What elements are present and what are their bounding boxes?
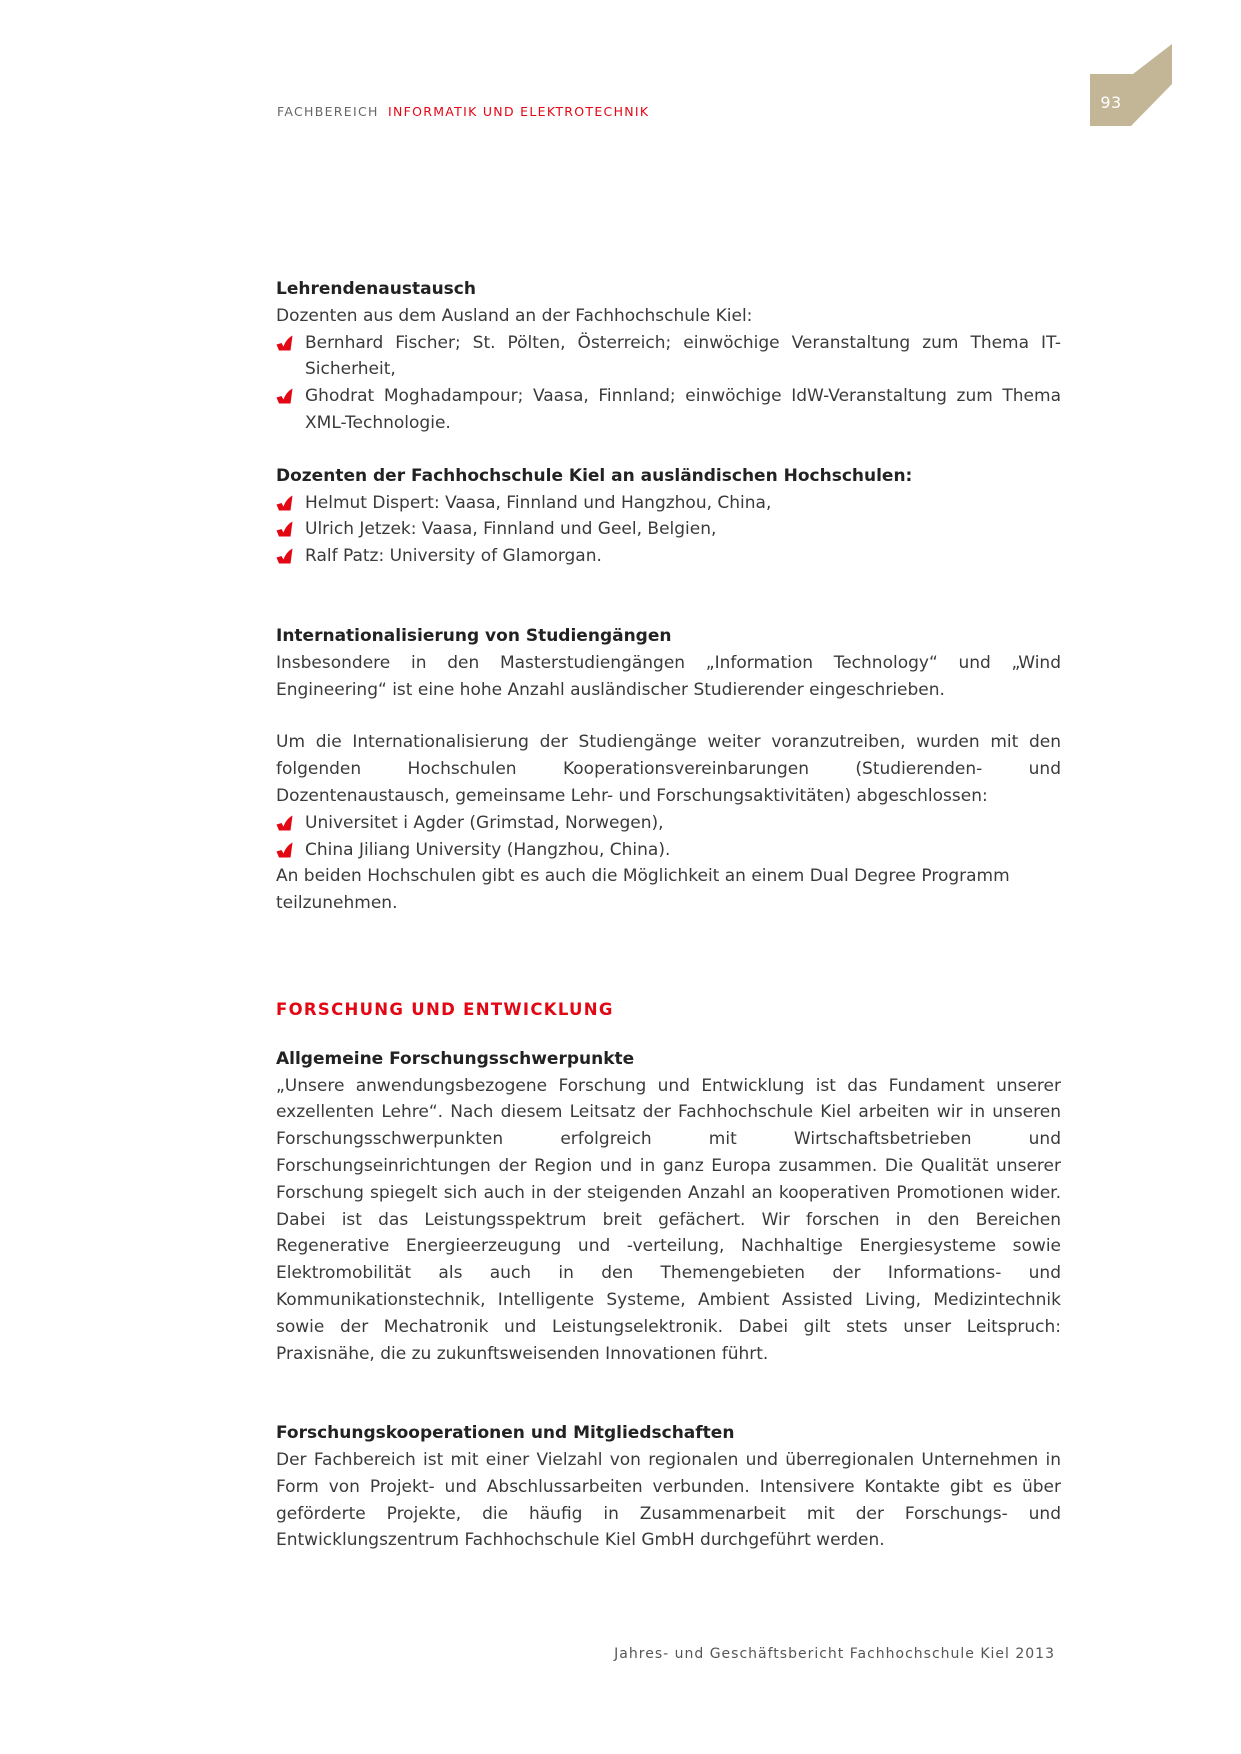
heading-forschungskooperationen: Forschungskooperationen und Mitgliedschaften (276, 1423, 735, 1444)
list-item-text: Ralf Patz: University of Glamorgan. (305, 546, 602, 567)
red-check-icon (276, 548, 293, 564)
red-check-icon (276, 521, 293, 537)
heading-forschungsschwerpunkte: Allgemeine Forschungsschwerpunkte (276, 1048, 635, 1069)
list-item (276, 543, 1061, 570)
list-item (276, 516, 1061, 543)
list-item (276, 383, 1061, 437)
list-item-text: Ulrich Jetzek: Vaasa, Finnland und Geel, Belgien, (305, 519, 717, 540)
heading-dozenten-ausland: Dozenten der Fachhochschule Kiel an ausländischen Hochschulen: (276, 465, 913, 486)
red-check-icon (276, 388, 293, 404)
red-check-icon (276, 495, 293, 511)
forschungsschwerpunkte-text: „Unsere anwendungsbezogene Forschung und Entwicklung ist das Fundament unserer exzellenten Lehre“. Nach diesem Leitsatz der Fachhochschule Kiel arbeiten wir in unseren Forschungsschwerpunkten erfolgreich mit Wirtschaftsbetrieben und Forschungseinrichtungen der Region und in ganz Europa zusammen. Die Qualität unserer Forschung spiegelt sich auch in der steigenden Anzahl an kooperativen Promotionen wider. Dabei ist das Leistungsspektrum breit gefächert. Wir forschen in den Bereichen Regenerative Energieerzeugung und -verteilung, Nachhaltige Energiesysteme sowie Elektromobilität als auch in den Themengebieten der Informations- und Kommunikationstechnik, Intelligente Systeme, Ambient Assisted Living, Medizintechnik sowie der Mechatronik und Leistungselektronik. Dabei gilt stets unser Leitspruch: Praxisnähe, die zu zukunftsweisenden Innovationen führt. (276, 1075, 1061, 1364)
forschungskooperationen-text: Der Fachbereich ist mit einer Vielzahl von regionalen und überregionalen Unternehmen in Form von Projekt- und Abschlussarbeiten verbunden. Intensivere Kontakte gibt es über geförderte Projekte, die häufig in Zusammenarbeit mit der Forschungs- und Entwicklungszentrum Fachhochschule Kiel GmbH durchgeführt werden. (276, 1450, 1061, 1551)
main-content (276, 276, 1061, 1554)
list-item (276, 837, 1061, 864)
section-title-forschung: FORSCHUNG UND ENTWICKLUNG (276, 999, 614, 1019)
dozenten-ausland-list (276, 490, 1061, 570)
list-item-text: Ghodrat Moghadampour; Vaasa, Finnland; einwöchige IdW-Veranstaltung zum Thema XML-Technologie. (305, 386, 1061, 433)
lehrendenaustausch-list (276, 330, 1061, 437)
list-item-text: Helmut Dispert: Vaasa, Finnland und Hangzhou, China, (305, 492, 772, 513)
red-check-icon (276, 335, 293, 351)
heading-lehrendenaustausch: Lehrendenaustausch (276, 279, 476, 299)
list-item-text: China Jiliang University (Hangzhou, China). (305, 839, 671, 860)
header-department: INFORMATIK UND ELEKTROTECHNIK (387, 104, 650, 119)
lehrendenaustausch-intro: Dozenten aus dem Ausland an der Fachhochschule Kiel: (276, 305, 753, 326)
list-item (276, 810, 1061, 837)
heading-internationalisierung: Internationalisierung von Studiengängen (276, 625, 672, 646)
running-header (277, 104, 649, 119)
internationalisierung-paragraph-1: Insbesondere in den Masterstudiengängen „Information Technology“ und „Wind Engineering“ ist eine hohe Anzahl ausländischer Studierender eingeschrieben. (276, 652, 1061, 700)
page-corner-tab (1090, 44, 1172, 126)
list-item-text: Universitet i Agder (Grimstad, Norwegen), (305, 812, 664, 833)
page-number: 93 (1100, 93, 1122, 112)
running-footer: Jahres- und Geschäftsbericht Fachhochschule Kiel 2013 (614, 1646, 1055, 1662)
header-label: FACHBEREICH (277, 104, 379, 119)
internationalisierung-paragraph-2: Um die Internationalisierung der Studiengänge weiter voranzutreiben, wurden mit den folgenden Hochschulen Kooperationsvereinbarungen (Studierenden- und Dozentenaustausch, gemeinsame Lehr- und Forschungsaktivitäten) abgeschlossen: (276, 732, 1061, 806)
red-check-icon (276, 842, 293, 858)
internationalisierung-closing: An beiden Hochschulen gibt es auch die Möglichkeit an einem Dual Degree Programm teilzunehmen. (276, 866, 1010, 914)
red-check-icon (276, 815, 293, 831)
list-item-text: Bernhard Fischer; St. Pölten, Österreich; einwöchige Veranstaltung zum Thema IT-Sicherheit, (305, 332, 1061, 380)
kooperationen-list (276, 810, 1061, 864)
list-item (276, 330, 1061, 384)
list-item (276, 490, 1061, 517)
